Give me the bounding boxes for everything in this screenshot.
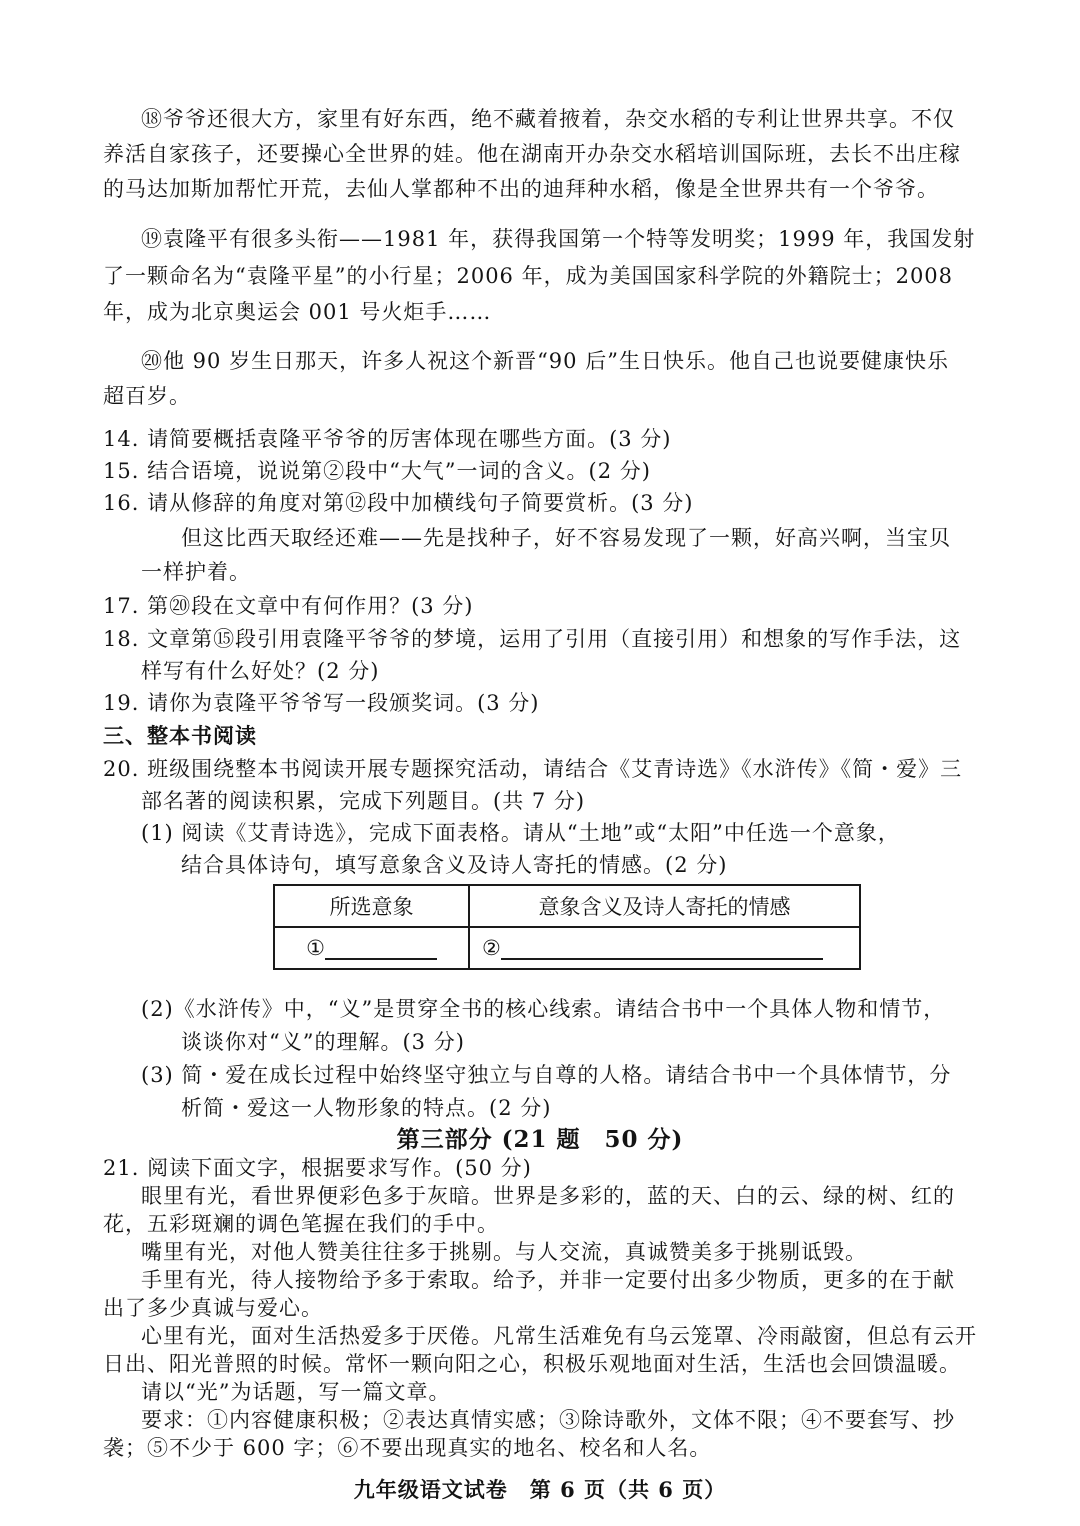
question-20-1-line-2: 结合具体诗句，填写意象含义及诗人寄托的情感。(2 分) bbox=[181, 853, 728, 877]
imagery-table bbox=[273, 884, 861, 970]
p18-line-2: 养活自家孩子，还要操心全世界的娃。他在湖南开办杂交水稻培训国际班，去长不出庄稼 bbox=[103, 142, 961, 166]
essay-para-3-line-2: 出了多少真诚与爱心。 bbox=[103, 1296, 323, 1320]
question-17: 17. 第⑳段在文章中有何作用？(3 分) bbox=[103, 594, 474, 618]
p18-line-3: 的马达加斯加帮忙开荒，去仙人掌都种不出的迪拜种水稻，像是全世界共有一个爷爷。 bbox=[103, 177, 939, 201]
question-15: 15. 结合语境，说说第②段中“大气”一词的含义。(2 分) bbox=[103, 459, 651, 483]
essay-para-3-line-1: 手里有光，待人接物给予多于索取。给予，并非一定要付出多少物质，更多的在于献 bbox=[141, 1268, 955, 1292]
section-3-title: 三、整本书阅读 bbox=[103, 723, 257, 748]
answer-cell-2[interactable] bbox=[469, 927, 860, 969]
question-21: 21. 阅读下面文字，根据要求写作。(50 分) bbox=[103, 1156, 532, 1180]
table-header-imagery: 所选意象 bbox=[274, 885, 469, 927]
p18-line-1: ⑱爷爷还很大方，家里有好东西，绝不藏着掖着，杂交水稻的专利让世界共享。不仅 bbox=[141, 107, 955, 131]
table-header-meaning: 意象含义及诗人寄托的情感 bbox=[469, 885, 860, 927]
essay-requirements-line-2: 袭；⑤不少于 600 字；⑥不要出现真实的地名、校名和人名。 bbox=[103, 1436, 712, 1460]
essay-para-2: 嘴里有光，对他人赞美往往多于挑剔。与人交流，真诚赞美多于挑剔诋毁。 bbox=[141, 1240, 867, 1264]
essay-para-1-line-1: 眼里有光，看世界便彩色多于灰暗。世界是多彩的，蓝的天、白的云、绿的树、红的 bbox=[141, 1184, 955, 1208]
p19-line-3: 年，成为北京奥运会 001 号火炬手…… bbox=[103, 300, 492, 324]
question-20-2-line-2: 谈谈你对“义”的理解。(3 分) bbox=[181, 1030, 465, 1054]
question-19: 19. 请你为袁隆平爷爷写一段颁奖词。(3 分) bbox=[103, 691, 540, 715]
essay-para-1-line-2: 花，五彩斑斓的调色笔握在我们的手中。 bbox=[103, 1212, 499, 1236]
part-3-title: 第三部分 (21 题 50 分) bbox=[396, 1126, 684, 1153]
question-20-line-2: 部名著的阅读积累，完成下列题目。(共 7 分) bbox=[141, 789, 586, 813]
essay-para-4-line-1: 心里有光，面对生活热爱多于厌倦。凡常生活难免有乌云笼罩、冷雨敲窗，但总有云开 bbox=[141, 1324, 977, 1348]
question-20-3-line-2: 析简・爱这一人物形象的特点。(2 分) bbox=[181, 1096, 552, 1120]
essay-prompt: 请以“光”为话题，写一篇文章。 bbox=[141, 1380, 451, 1404]
answer-blank-2[interactable] bbox=[501, 936, 823, 960]
question-16: 16. 请从修辞的角度对第⑫段中加横线句子简要赏析。(3 分) bbox=[103, 491, 694, 515]
question-14: 14. 请简要概括袁隆平爷爷的厉害体现在哪些方面。(3 分) bbox=[103, 427, 672, 451]
question-20-2-line-1: (2)《水浒传》中，“义”是贯穿全书的核心线索。请结合书中一个具体人物和情节， bbox=[141, 997, 946, 1021]
p19-line-2: 了一颗命名为“袁隆平星”的小行星；2006 年，成为美国国家科学院的外籍院士；2008 bbox=[103, 264, 954, 288]
question-16-quote-line-1: 但这比西天取经还难——先是找种子，好不容易发现了一颗，好高兴啊，当宝贝 bbox=[181, 526, 951, 550]
essay-para-4-line-2: 日出、阳光普照的时候。常怀一颗向阳之心，积极乐观地面对生活，生活也会回馈温暖。 bbox=[103, 1352, 961, 1376]
answer-blank-1[interactable] bbox=[325, 936, 437, 960]
blank-1-marker: ① bbox=[306, 936, 325, 960]
table-header-row bbox=[274, 885, 860, 927]
p19-line-1: ⑲袁隆平有很多头衔——1981 年，获得我国第一个特等发明奖；1999 年，我国发射 bbox=[141, 227, 976, 251]
essay-requirements-line-1: 要求：①内容健康积极；②表达真情实感；③除诗歌外，文体不限；④不要套写、抄 bbox=[141, 1408, 955, 1432]
answer-cell-1[interactable] bbox=[274, 927, 469, 969]
question-18-line-1: 18. 文章第⑮段引用袁隆平爷爷的梦境，运用了引用（直接引用）和想象的写作手法，这 bbox=[103, 627, 962, 651]
question-18-line-2: 样写有什么好处？(2 分) bbox=[141, 659, 380, 683]
table-answer-row bbox=[274, 927, 860, 969]
p20-line-2: 超百岁。 bbox=[103, 384, 191, 408]
p20-line-1: ⑳他 90 岁生日那天，许多人祝这个新晋“90 后”生日快乐。他自己也说要健康快乐 bbox=[141, 349, 949, 373]
question-16-quote-line-2: 一样护着。 bbox=[141, 560, 251, 584]
question-20-3-line-1: (3) 简・爱在成长过程中始终坚守独立与自尊的人格。请结合书中一个具体情节，分 bbox=[141, 1063, 952, 1087]
question-20-1-line-1: (1) 阅读《艾青诗选》，完成下面表格。请从“土地”或“太阳”中任选一个意象， bbox=[141, 821, 900, 845]
blank-2-marker: ② bbox=[482, 936, 501, 960]
page-footer: 九年级语文试卷 第 6 页（共 6 页） bbox=[353, 1477, 727, 1502]
question-20-line-1: 20. 班级围绕整本书阅读开展专题探究活动，请结合《艾青诗选》《水浒传》《简・爱》三 bbox=[103, 757, 963, 781]
